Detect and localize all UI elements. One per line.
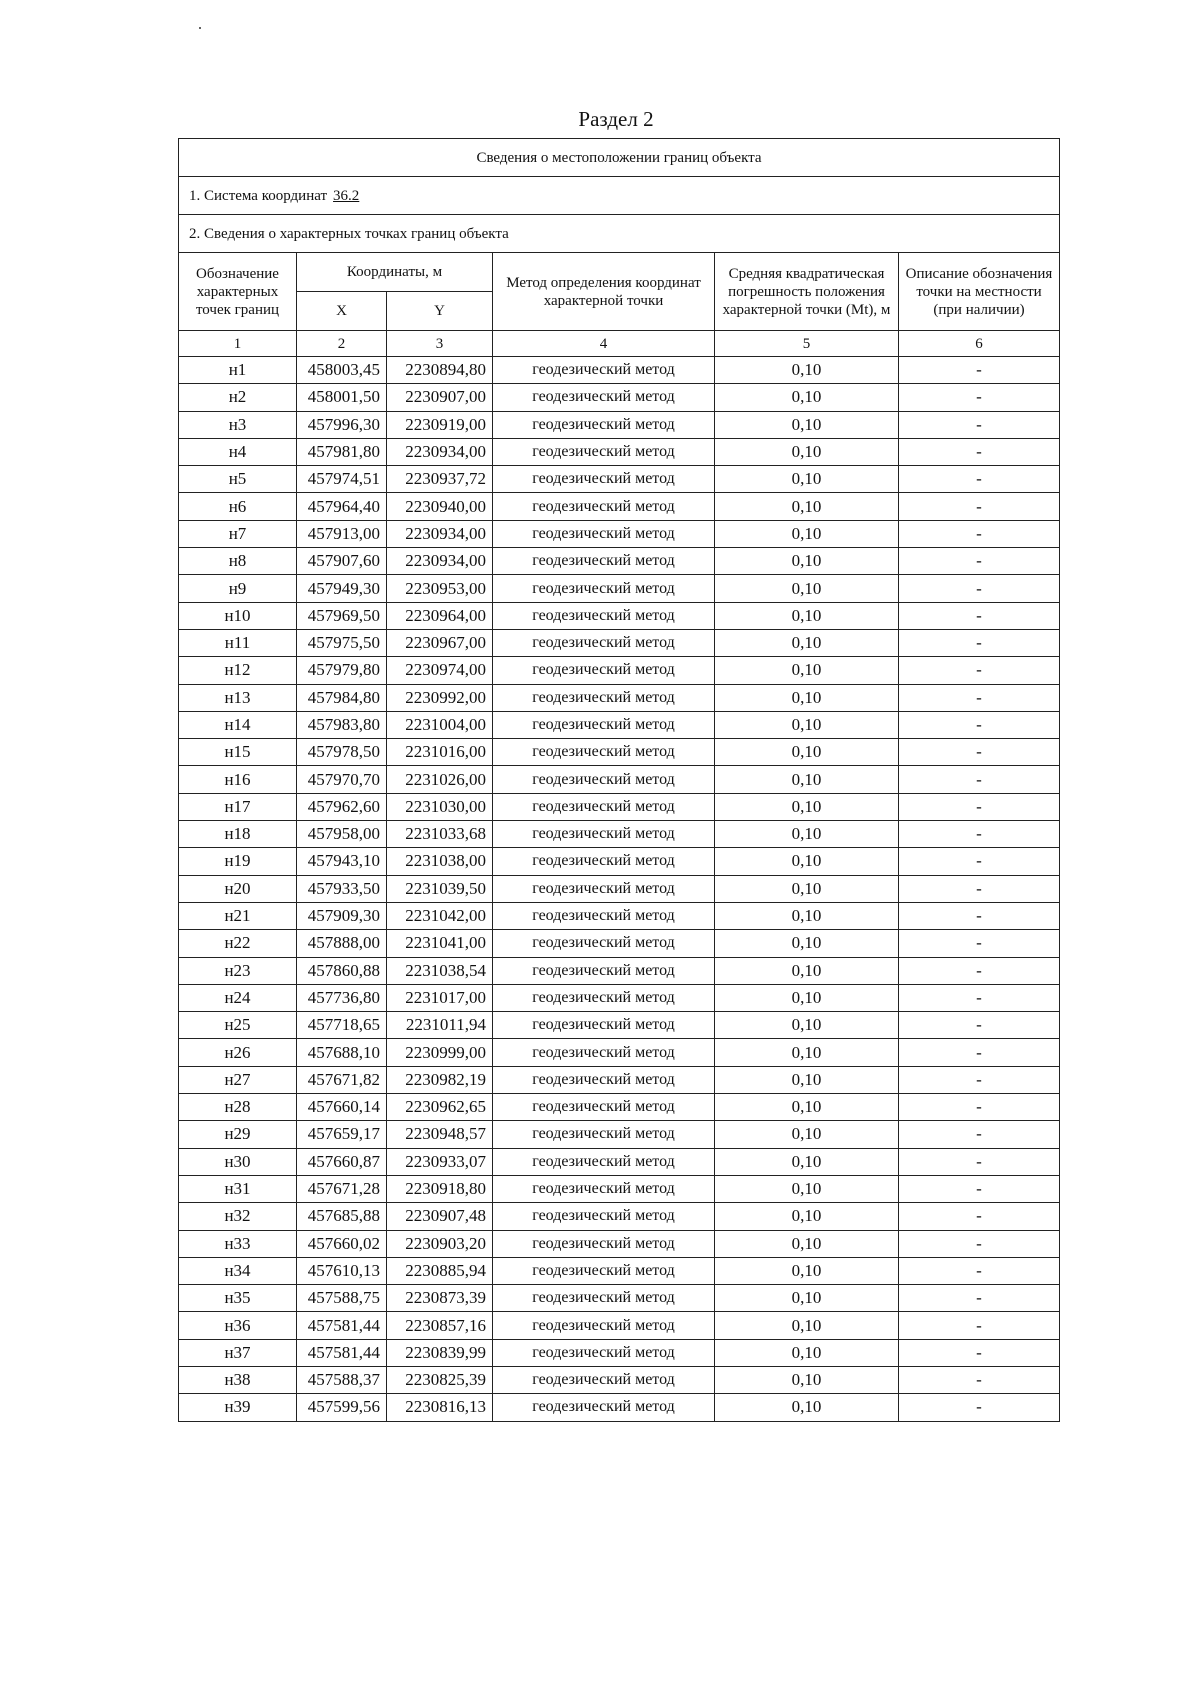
description-cell: - xyxy=(899,1366,1060,1393)
coord-y-cell: 2231042,00 xyxy=(387,902,493,929)
coord-y-cell: 2231011,94 xyxy=(387,1012,493,1039)
coord-y-cell: 2230918,80 xyxy=(387,1175,493,1202)
coord-x-cell: 457660,14 xyxy=(297,1094,387,1121)
method-cell: геодезический метод xyxy=(493,1203,715,1230)
description-cell: - xyxy=(899,848,1060,875)
point-id-cell: н24 xyxy=(179,984,297,1011)
column-numbers-row xyxy=(179,331,1060,357)
table-row xyxy=(179,357,1060,384)
table-row xyxy=(179,875,1060,902)
table-row xyxy=(179,629,1060,656)
description-cell: - xyxy=(899,821,1060,848)
coord-x-cell: 457581,44 xyxy=(297,1312,387,1339)
table-row xyxy=(179,1203,1060,1230)
coord-y-cell: 2230907,00 xyxy=(387,384,493,411)
description-cell: - xyxy=(899,466,1060,493)
column-number: 1 xyxy=(179,331,297,357)
coord-y-cell: 2231038,54 xyxy=(387,957,493,984)
method-cell: геодезический метод xyxy=(493,575,715,602)
coord-x-cell: 457996,30 xyxy=(297,411,387,438)
coord-y-cell: 2230953,00 xyxy=(387,575,493,602)
method-cell: геодезический метод xyxy=(493,438,715,465)
description-cell: - xyxy=(899,766,1060,793)
mt-error-cell: 0,10 xyxy=(715,1285,899,1312)
point-id-cell: н18 xyxy=(179,821,297,848)
mt-error-cell: 0,10 xyxy=(715,684,899,711)
header-x: X xyxy=(297,292,387,331)
table-row xyxy=(179,602,1060,629)
mt-error-cell: 0,10 xyxy=(715,1148,899,1175)
mt-error-cell: 0,10 xyxy=(715,766,899,793)
point-id-cell: н22 xyxy=(179,930,297,957)
description-cell: - xyxy=(899,957,1060,984)
coord-x-cell: 457660,87 xyxy=(297,1148,387,1175)
coord-y-cell: 2230894,80 xyxy=(387,357,493,384)
table-row xyxy=(179,575,1060,602)
point-id-cell: н21 xyxy=(179,902,297,929)
table-row xyxy=(179,793,1060,820)
point-id-cell: н7 xyxy=(179,520,297,547)
table-row xyxy=(179,766,1060,793)
coord-x-cell: 457888,00 xyxy=(297,930,387,957)
coord-y-cell: 2230934,00 xyxy=(387,438,493,465)
description-cell: - xyxy=(899,438,1060,465)
mt-error-cell: 0,10 xyxy=(715,957,899,984)
method-cell: геодезический метод xyxy=(493,1312,715,1339)
coord-x-cell: 457978,50 xyxy=(297,739,387,766)
method-cell: геодезический метод xyxy=(493,1257,715,1284)
coord-x-cell: 457913,00 xyxy=(297,520,387,547)
mt-error-cell: 0,10 xyxy=(715,384,899,411)
coord-x-cell: 457660,02 xyxy=(297,1230,387,1257)
description-cell: - xyxy=(899,657,1060,684)
coord-system-row xyxy=(179,177,1060,215)
point-id-cell: н33 xyxy=(179,1230,297,1257)
mt-error-cell: 0,10 xyxy=(715,1257,899,1284)
table-row xyxy=(179,384,1060,411)
point-id-cell: н20 xyxy=(179,875,297,902)
coord-y-cell: 2230816,13 xyxy=(387,1394,493,1421)
coord-y-cell: 2230962,65 xyxy=(387,1094,493,1121)
method-cell: геодезический метод xyxy=(493,848,715,875)
coord-y-cell: 2231017,00 xyxy=(387,984,493,1011)
point-id-cell: н35 xyxy=(179,1285,297,1312)
table-row xyxy=(179,1094,1060,1121)
header-designation: Обозначение характерных точек границ xyxy=(179,253,297,331)
mt-error-cell: 0,10 xyxy=(715,548,899,575)
description-cell: - xyxy=(899,575,1060,602)
method-cell: геодезический метод xyxy=(493,711,715,738)
coord-x-cell: 457610,13 xyxy=(297,1257,387,1284)
mt-error-cell: 0,10 xyxy=(715,493,899,520)
table-row xyxy=(179,1039,1060,1066)
coord-y-cell: 2230934,00 xyxy=(387,548,493,575)
coord-x-cell: 457943,10 xyxy=(297,848,387,875)
point-id-cell: н29 xyxy=(179,1121,297,1148)
coord-y-cell: 2230903,20 xyxy=(387,1230,493,1257)
point-id-cell: н26 xyxy=(179,1039,297,1066)
coord-y-cell: 2230885,94 xyxy=(387,1257,493,1284)
coord-system-cell xyxy=(179,177,1060,215)
method-cell: геодезический метод xyxy=(493,1148,715,1175)
coord-y-cell: 2231004,00 xyxy=(387,711,493,738)
description-cell: - xyxy=(899,384,1060,411)
mt-error-cell: 0,10 xyxy=(715,1339,899,1366)
header-method: Метод определения координат характерной точки xyxy=(493,253,715,331)
mt-error-cell: 0,10 xyxy=(715,739,899,766)
coord-x-cell: 457964,40 xyxy=(297,493,387,520)
table-row xyxy=(179,848,1060,875)
point-id-cell: н31 xyxy=(179,1175,297,1202)
coord-system-label: 1. Система координат xyxy=(189,187,328,204)
method-cell: геодезический метод xyxy=(493,1094,715,1121)
coord-y-cell: 2230919,00 xyxy=(387,411,493,438)
boundary-points-table xyxy=(178,138,1060,1422)
point-id-cell: н3 xyxy=(179,411,297,438)
table-row xyxy=(179,1012,1060,1039)
method-cell: геодезический метод xyxy=(493,602,715,629)
method-cell: геодезический метод xyxy=(493,1175,715,1202)
table-row xyxy=(179,957,1060,984)
description-cell: - xyxy=(899,902,1060,929)
coord-y-cell: 2231033,68 xyxy=(387,821,493,848)
table-row xyxy=(179,1175,1060,1202)
point-id-cell: н25 xyxy=(179,1012,297,1039)
coord-y-cell: 2230967,00 xyxy=(387,629,493,656)
mt-error-cell: 0,10 xyxy=(715,520,899,547)
table-row xyxy=(179,466,1060,493)
table-caption: Сведения о местоположении границ объекта xyxy=(179,139,1060,177)
coord-x-cell: 457958,00 xyxy=(297,821,387,848)
coord-x-cell: 457969,50 xyxy=(297,602,387,629)
point-id-cell: н39 xyxy=(179,1394,297,1421)
mt-error-cell: 0,10 xyxy=(715,1366,899,1393)
coord-x-cell: 458001,50 xyxy=(297,384,387,411)
mt-error-cell: 0,10 xyxy=(715,984,899,1011)
coord-x-cell: 457983,80 xyxy=(297,711,387,738)
method-cell: геодезический метод xyxy=(493,793,715,820)
mt-error-cell: 0,10 xyxy=(715,1066,899,1093)
method-cell: геодезический метод xyxy=(493,984,715,1011)
point-id-cell: н37 xyxy=(179,1339,297,1366)
points-caption-row xyxy=(179,215,1060,253)
description-cell: - xyxy=(899,1175,1060,1202)
point-id-cell: н27 xyxy=(179,1066,297,1093)
method-cell: геодезический метод xyxy=(493,357,715,384)
description-cell: - xyxy=(899,1285,1060,1312)
point-id-cell: н30 xyxy=(179,1148,297,1175)
table-row xyxy=(179,711,1060,738)
coord-x-cell: 457979,80 xyxy=(297,657,387,684)
description-cell: - xyxy=(899,711,1060,738)
coord-y-cell: 2230964,00 xyxy=(387,602,493,629)
method-cell: геодезический метод xyxy=(493,1339,715,1366)
coord-x-cell: 457975,50 xyxy=(297,629,387,656)
mt-error-cell: 0,10 xyxy=(715,1312,899,1339)
column-number: 4 xyxy=(493,331,715,357)
description-cell: - xyxy=(899,411,1060,438)
point-id-cell: н8 xyxy=(179,548,297,575)
header-row-1 xyxy=(179,253,1060,292)
mt-error-cell: 0,10 xyxy=(715,357,899,384)
mt-error-cell: 0,10 xyxy=(715,438,899,465)
method-cell: геодезический метод xyxy=(493,1230,715,1257)
coord-y-cell: 2230999,00 xyxy=(387,1039,493,1066)
coord-y-cell: 2231039,50 xyxy=(387,875,493,902)
point-id-cell: н14 xyxy=(179,711,297,738)
table-row xyxy=(179,657,1060,684)
method-cell: геодезический метод xyxy=(493,902,715,929)
coord-y-cell: 2230974,00 xyxy=(387,657,493,684)
coord-y-cell: 2230825,39 xyxy=(387,1366,493,1393)
coord-y-cell: 2230857,16 xyxy=(387,1312,493,1339)
description-cell: - xyxy=(899,1039,1060,1066)
coord-x-cell: 457718,65 xyxy=(297,1012,387,1039)
table-row xyxy=(179,930,1060,957)
description-cell: - xyxy=(899,1094,1060,1121)
point-id-cell: н19 xyxy=(179,848,297,875)
method-cell: геодезический метод xyxy=(493,957,715,984)
coord-x-cell: 457909,30 xyxy=(297,902,387,929)
column-number: 5 xyxy=(715,331,899,357)
coord-x-cell: 457981,80 xyxy=(297,438,387,465)
coord-x-cell: 457688,10 xyxy=(297,1039,387,1066)
column-number: 3 xyxy=(387,331,493,357)
coord-y-cell: 2230937,72 xyxy=(387,466,493,493)
coord-x-cell: 457970,70 xyxy=(297,766,387,793)
point-id-cell: н2 xyxy=(179,384,297,411)
description-cell: - xyxy=(899,357,1060,384)
method-cell: геодезический метод xyxy=(493,1039,715,1066)
mt-error-cell: 0,10 xyxy=(715,657,899,684)
method-cell: геодезический метод xyxy=(493,821,715,848)
description-cell: - xyxy=(899,1121,1060,1148)
section-title: Раздел 2 xyxy=(578,107,654,131)
mt-error-cell: 0,10 xyxy=(715,875,899,902)
point-id-cell: н15 xyxy=(179,739,297,766)
coord-y-cell: 2230940,00 xyxy=(387,493,493,520)
coord-x-cell: 457736,80 xyxy=(297,984,387,1011)
table-row xyxy=(179,1121,1060,1148)
points-caption: 2. Сведения о характерных точках границ объекта xyxy=(179,215,1060,253)
mt-error-cell: 0,10 xyxy=(715,1121,899,1148)
point-id-cell: н36 xyxy=(179,1312,297,1339)
mt-error-cell: 0,10 xyxy=(715,1230,899,1257)
point-id-cell: н34 xyxy=(179,1257,297,1284)
mt-error-cell: 0,10 xyxy=(715,1012,899,1039)
description-cell: - xyxy=(899,793,1060,820)
header-error: Средняя квадратическая погрешность положения характерной точки (Mt), м xyxy=(715,253,899,331)
coord-x-cell: 457671,82 xyxy=(297,1066,387,1093)
table-row xyxy=(179,1339,1060,1366)
coord-system-value: 36.2 xyxy=(333,187,360,204)
point-id-cell: н1 xyxy=(179,357,297,384)
method-cell: геодезический метод xyxy=(493,1121,715,1148)
table-row xyxy=(179,520,1060,547)
method-cell: геодезический метод xyxy=(493,1285,715,1312)
point-id-cell: н12 xyxy=(179,657,297,684)
method-cell: геодезический метод xyxy=(493,1394,715,1421)
point-id-cell: н10 xyxy=(179,602,297,629)
table-row xyxy=(179,1230,1060,1257)
table-row xyxy=(179,902,1060,929)
coord-x-cell: 457949,30 xyxy=(297,575,387,602)
mt-error-cell: 0,10 xyxy=(715,821,899,848)
header-description: Описание обозначения точки на местности (при наличии) xyxy=(899,253,1060,331)
coord-y-cell: 2230934,00 xyxy=(387,520,493,547)
method-cell: геодезический метод xyxy=(493,684,715,711)
coord-x-cell: 457685,88 xyxy=(297,1203,387,1230)
point-id-cell: н16 xyxy=(179,766,297,793)
coord-x-cell: 457671,28 xyxy=(297,1175,387,1202)
description-cell: - xyxy=(899,1339,1060,1366)
method-cell: геодезический метод xyxy=(493,1012,715,1039)
coord-y-cell: 2231016,00 xyxy=(387,739,493,766)
table-row xyxy=(179,411,1060,438)
coord-x-cell: 457588,37 xyxy=(297,1366,387,1393)
coord-y-cell: 2231038,00 xyxy=(387,848,493,875)
description-cell: - xyxy=(899,602,1060,629)
table-row xyxy=(179,1066,1060,1093)
column-number: 2 xyxy=(297,331,387,357)
method-cell: геодезический метод xyxy=(493,739,715,766)
description-cell: - xyxy=(899,739,1060,766)
table-row xyxy=(179,1312,1060,1339)
coord-x-cell: 457659,17 xyxy=(297,1121,387,1148)
table-row xyxy=(179,1257,1060,1284)
point-id-cell: н17 xyxy=(179,793,297,820)
point-id-cell: н4 xyxy=(179,438,297,465)
table-row xyxy=(179,821,1060,848)
header-coords: Координаты, м xyxy=(297,253,493,292)
coord-x-cell: 457974,51 xyxy=(297,466,387,493)
method-cell: геодезический метод xyxy=(493,657,715,684)
coord-x-cell: 457599,56 xyxy=(297,1394,387,1421)
description-cell: - xyxy=(899,1066,1060,1093)
description-cell: - xyxy=(899,520,1060,547)
coord-x-cell: 457581,44 xyxy=(297,1339,387,1366)
point-id-cell: н13 xyxy=(179,684,297,711)
description-cell: - xyxy=(899,1312,1060,1339)
mt-error-cell: 0,10 xyxy=(715,602,899,629)
description-cell: - xyxy=(899,875,1060,902)
mt-error-cell: 0,10 xyxy=(715,1175,899,1202)
mt-error-cell: 0,10 xyxy=(715,1094,899,1121)
table-row xyxy=(179,438,1060,465)
coord-x-cell: 457907,60 xyxy=(297,548,387,575)
method-cell: геодезический метод xyxy=(493,629,715,656)
description-cell: - xyxy=(899,984,1060,1011)
method-cell: геодезический метод xyxy=(493,548,715,575)
point-id-cell: н9 xyxy=(179,575,297,602)
method-cell: геодезический метод xyxy=(493,520,715,547)
scan-speck xyxy=(199,27,201,29)
description-cell: - xyxy=(899,1257,1060,1284)
table-row xyxy=(179,739,1060,766)
mt-error-cell: 0,10 xyxy=(715,575,899,602)
method-cell: геодезический метод xyxy=(493,384,715,411)
table-row xyxy=(179,684,1060,711)
description-cell: - xyxy=(899,1203,1060,1230)
table-caption-row xyxy=(179,139,1060,177)
mt-error-cell: 0,10 xyxy=(715,1039,899,1066)
coord-y-cell: 2230907,48 xyxy=(387,1203,493,1230)
table-row xyxy=(179,548,1060,575)
point-id-cell: н5 xyxy=(179,466,297,493)
description-cell: - xyxy=(899,1230,1060,1257)
point-id-cell: н6 xyxy=(179,493,297,520)
mt-error-cell: 0,10 xyxy=(715,1394,899,1421)
mt-error-cell: 0,10 xyxy=(715,902,899,929)
mt-error-cell: 0,10 xyxy=(715,466,899,493)
description-cell: - xyxy=(899,629,1060,656)
mt-error-cell: 0,10 xyxy=(715,629,899,656)
method-cell: геодезический метод xyxy=(493,1366,715,1393)
table-row xyxy=(179,493,1060,520)
table-row xyxy=(179,984,1060,1011)
coord-y-cell: 2230839,99 xyxy=(387,1339,493,1366)
coord-x-cell: 457984,80 xyxy=(297,684,387,711)
table-row xyxy=(179,1148,1060,1175)
point-id-cell: н23 xyxy=(179,957,297,984)
coord-y-cell: 2230992,00 xyxy=(387,684,493,711)
coord-x-cell: 457962,60 xyxy=(297,793,387,820)
description-cell: - xyxy=(899,1148,1060,1175)
method-cell: геодезический метод xyxy=(493,1066,715,1093)
description-cell: - xyxy=(899,548,1060,575)
description-cell: - xyxy=(899,930,1060,957)
mt-error-cell: 0,10 xyxy=(715,711,899,738)
coord-y-cell: 2231026,00 xyxy=(387,766,493,793)
description-cell: - xyxy=(899,1012,1060,1039)
mt-error-cell: 0,10 xyxy=(715,793,899,820)
mt-error-cell: 0,10 xyxy=(715,1203,899,1230)
column-number: 6 xyxy=(899,331,1060,357)
coord-y-cell: 2230873,39 xyxy=(387,1285,493,1312)
table-row xyxy=(179,1366,1060,1393)
coord-y-cell: 2231041,00 xyxy=(387,930,493,957)
method-cell: геодезический метод xyxy=(493,766,715,793)
mt-error-cell: 0,10 xyxy=(715,411,899,438)
coord-x-cell: 457860,88 xyxy=(297,957,387,984)
point-id-cell: н38 xyxy=(179,1366,297,1393)
table-row xyxy=(179,1394,1060,1421)
table-row xyxy=(179,1285,1060,1312)
coord-y-cell: 2230948,57 xyxy=(387,1121,493,1148)
coord-x-cell: 457588,75 xyxy=(297,1285,387,1312)
header-y: Y xyxy=(387,292,493,331)
mt-error-cell: 0,10 xyxy=(715,930,899,957)
method-cell: геодезический метод xyxy=(493,930,715,957)
coord-x-cell: 458003,45 xyxy=(297,357,387,384)
coord-y-cell: 2231030,00 xyxy=(387,793,493,820)
point-id-cell: н32 xyxy=(179,1203,297,1230)
coord-x-cell: 457933,50 xyxy=(297,875,387,902)
point-id-cell: н28 xyxy=(179,1094,297,1121)
coord-y-cell: 2230982,19 xyxy=(387,1066,493,1093)
point-id-cell: н11 xyxy=(179,629,297,656)
coord-y-cell: 2230933,07 xyxy=(387,1148,493,1175)
mt-error-cell: 0,10 xyxy=(715,848,899,875)
description-cell: - xyxy=(899,1394,1060,1421)
method-cell: геодезический метод xyxy=(493,493,715,520)
description-cell: - xyxy=(899,684,1060,711)
method-cell: геодезический метод xyxy=(493,466,715,493)
description-cell: - xyxy=(899,493,1060,520)
method-cell: геодезический метод xyxy=(493,411,715,438)
method-cell: геодезический метод xyxy=(493,875,715,902)
